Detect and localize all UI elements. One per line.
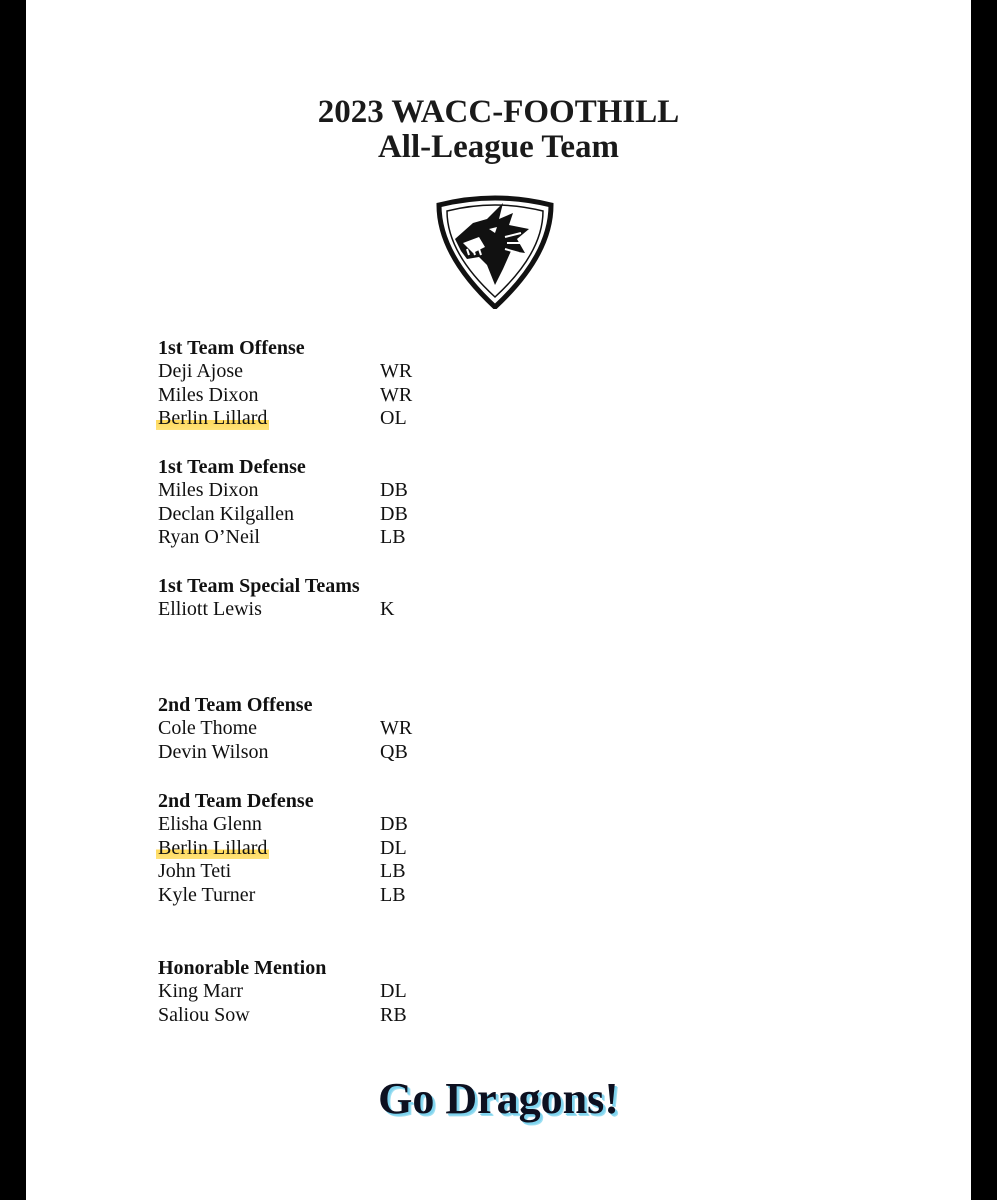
- player-row: [158, 884, 558, 908]
- player-position: RB: [380, 1003, 407, 1026]
- document-title: 2023 WACC-FOOTHILL: [317, 94, 680, 130]
- dragon-shield-icon: [433, 193, 557, 309]
- player-position: OL: [380, 407, 407, 430]
- player-row: [158, 598, 558, 622]
- player-name: Elisha Glenn: [158, 813, 262, 835]
- document-subtitle: All-League Team: [377, 129, 620, 165]
- section-1st-team-offense: [158, 336, 558, 431]
- section-1st-team-special-teams: [158, 574, 558, 622]
- player-row: [158, 860, 558, 884]
- player-row: [158, 1004, 558, 1028]
- player-position: K: [380, 598, 395, 620]
- player-position: QB: [380, 740, 408, 763]
- player-position: DL: [380, 836, 407, 859]
- footer-slogan: Go Dragons!: [378, 1074, 619, 1123]
- section-title: 2nd Team Defense: [158, 790, 314, 812]
- player-row: [158, 479, 558, 503]
- player-name: John Teti: [158, 860, 232, 883]
- player-row: [158, 384, 558, 408]
- section-title: 1st Team Special Teams: [158, 575, 360, 597]
- document-page: [26, 0, 971, 1200]
- player-name: Kyle Turner: [158, 883, 256, 906]
- section-1st-team-defense: [158, 455, 558, 550]
- player-row-highlighted: [158, 407, 558, 431]
- section-2nd-team-defense: [158, 789, 558, 907]
- player-position: LB: [380, 860, 406, 883]
- player-name: Berlin Lillard: [158, 836, 268, 859]
- player-name: Miles Dixon: [158, 383, 259, 406]
- section-title: Honorable Mention: [158, 957, 327, 979]
- player-row: [158, 526, 558, 550]
- player-position: WR: [380, 383, 413, 406]
- player-position: DL: [380, 980, 407, 1002]
- player-name: Berlin Lillard: [158, 407, 268, 430]
- player-name: Ryan O’Neil: [158, 526, 260, 549]
- player-row: [158, 717, 558, 741]
- player-position: WR: [380, 717, 413, 739]
- player-row: [158, 813, 558, 837]
- player-name: Declan Kilgallen: [158, 502, 295, 525]
- player-row: [158, 360, 558, 384]
- player-row: [158, 741, 558, 765]
- player-name: Devin Wilson: [158, 740, 269, 763]
- player-position: DB: [380, 479, 408, 501]
- section-2nd-team-offense: [158, 693, 558, 764]
- section-title: 1st Team Offense: [158, 337, 305, 359]
- player-row: [158, 503, 558, 527]
- player-position: WR: [380, 360, 413, 382]
- player-row: [158, 980, 558, 1004]
- section-honorable-mention: [158, 956, 558, 1027]
- player-name: Elliott Lewis: [158, 598, 262, 620]
- player-name: Deji Ajose: [158, 360, 243, 382]
- player-name: Cole Thome: [158, 717, 258, 739]
- player-position: DB: [380, 813, 408, 835]
- player-row-highlighted: [158, 837, 558, 861]
- player-name: Saliou Sow: [158, 1003, 250, 1026]
- player-name: King Marr: [158, 980, 243, 1002]
- player-position: LB: [380, 883, 406, 906]
- section-title: 1st Team Defense: [158, 456, 306, 478]
- section-title: 2nd Team Offense: [158, 694, 313, 716]
- player-position: LB: [380, 526, 406, 549]
- player-name: Miles Dixon: [158, 479, 259, 501]
- player-position: DB: [380, 502, 408, 525]
